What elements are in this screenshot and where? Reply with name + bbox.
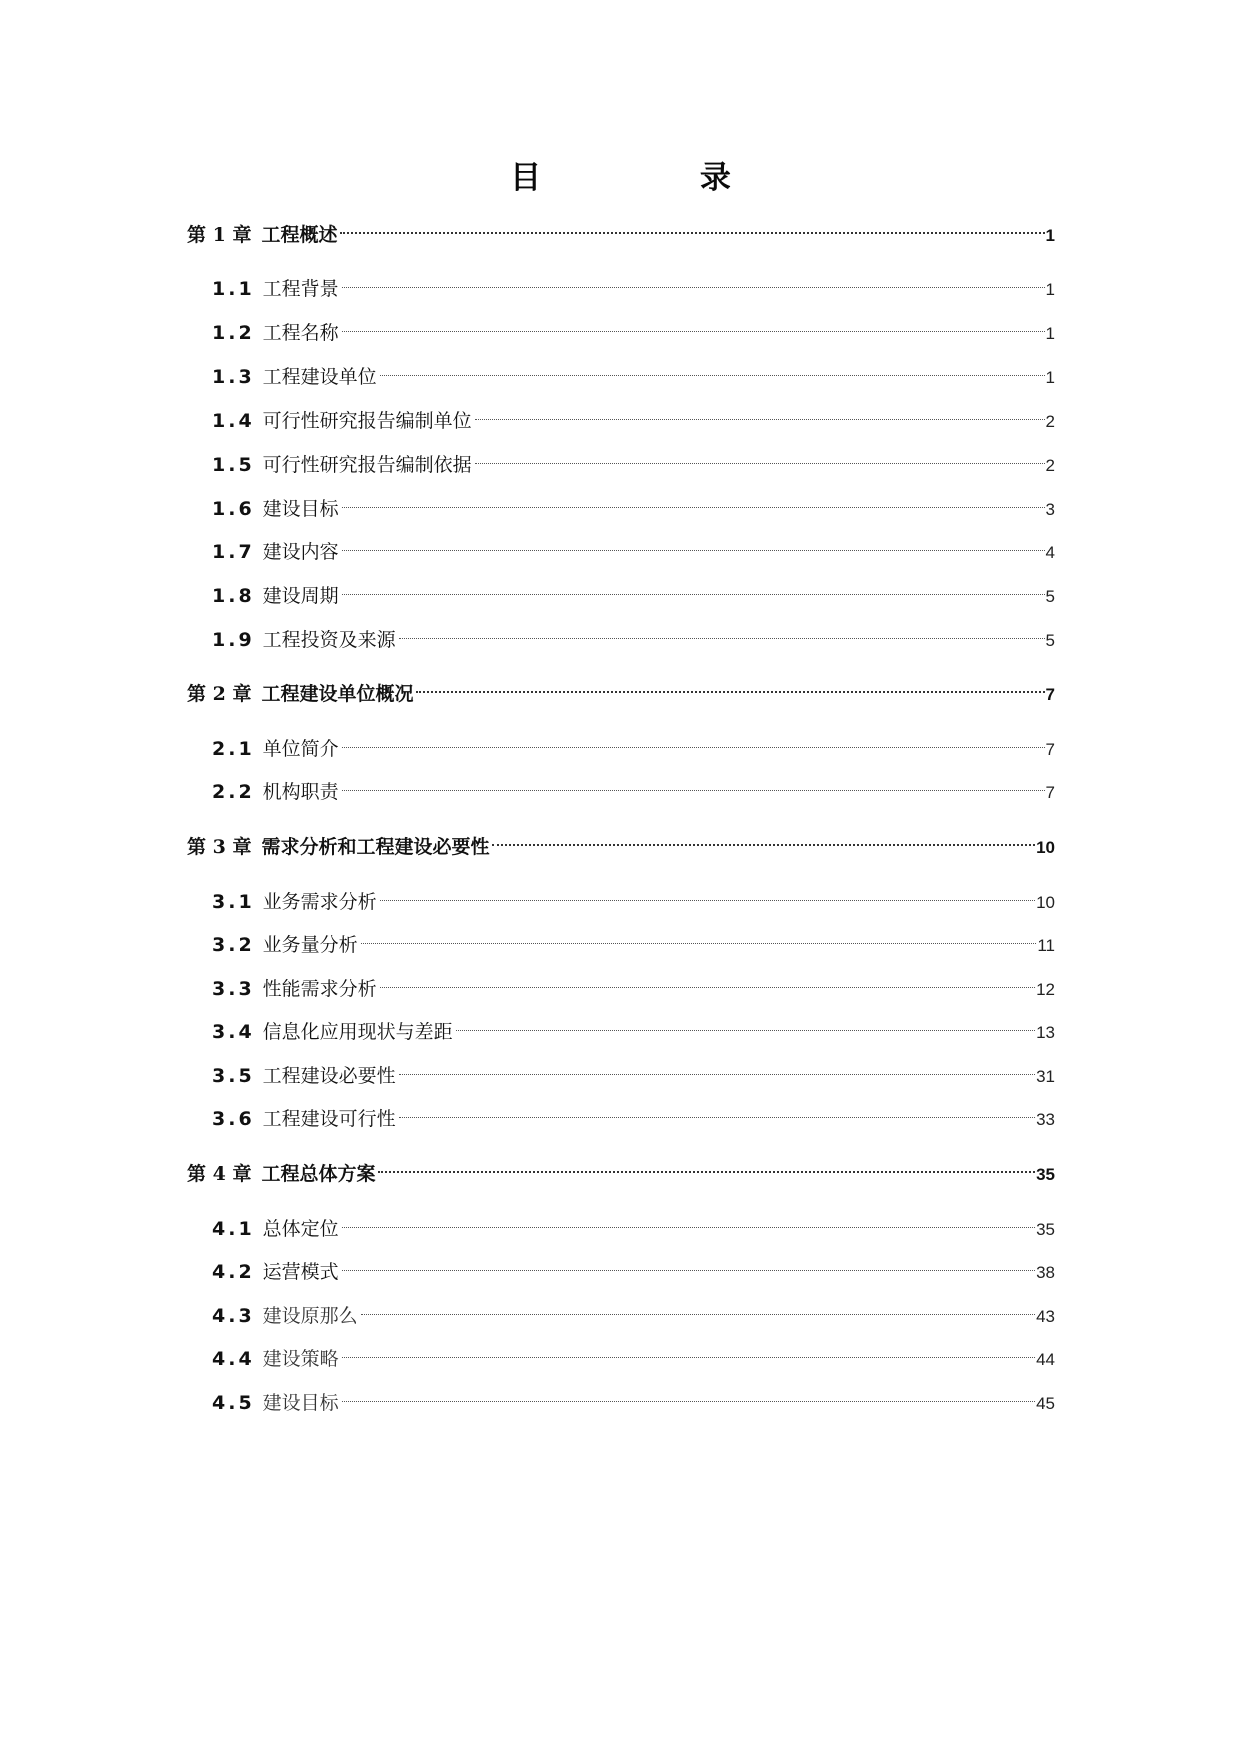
chapter-number: 第 3 章 <box>187 836 252 858</box>
dot-leader <box>399 1052 1035 1082</box>
dot-leader <box>456 1008 1035 1038</box>
dot-leader <box>342 725 1045 755</box>
section-title: 工程名称 <box>262 322 339 344</box>
page-number: 45 <box>1036 1394 1055 1413</box>
section-number: 1.8 <box>212 585 255 607</box>
page-number: 44 <box>1036 1350 1055 1369</box>
section-title: 工程投资及来源 <box>262 629 396 651</box>
toc-section-entry[interactable] <box>212 1335 1055 1370</box>
toc-chapter-entry[interactable] <box>187 1150 1055 1185</box>
page-number: 38 <box>1036 1263 1055 1282</box>
dot-leader <box>340 211 1044 241</box>
chapter-number: 第 4 章 <box>187 1163 252 1185</box>
dot-leader <box>342 1335 1035 1365</box>
page-number: 7 <box>1045 685 1055 704</box>
toc-section-entry[interactable] <box>212 1205 1055 1240</box>
chapter-title: 工程总体方案 <box>261 1163 376 1185</box>
section-title: 工程建设必要性 <box>262 1065 396 1087</box>
section-number: 1.9 <box>212 629 255 651</box>
page-number: 13 <box>1036 1023 1055 1042</box>
toc-section-entry[interactable] <box>212 485 1055 520</box>
dot-leader <box>399 616 1045 646</box>
section-title: 可行性研究报告编制单位 <box>262 410 472 432</box>
section-title: 机构职责 <box>262 781 339 803</box>
section-number: 1.5 <box>212 454 255 476</box>
toc-section-entry[interactable] <box>212 1248 1055 1283</box>
dot-leader <box>342 309 1045 339</box>
page-number: 3 <box>1045 500 1055 519</box>
section-title: 运营模式 <box>262 1261 339 1283</box>
toc-section-entry[interactable] <box>212 1379 1055 1414</box>
page-number: 12 <box>1036 980 1055 999</box>
toc-section-entry[interactable] <box>212 921 1055 956</box>
toc-chapter-entry[interactable] <box>187 670 1055 705</box>
dot-leader <box>378 1150 1035 1180</box>
dot-leader <box>342 1248 1035 1278</box>
toc-section-entry[interactable] <box>212 1292 1055 1327</box>
section-title: 建设策略 <box>262 1348 339 1370</box>
page-number: 7 <box>1045 783 1055 802</box>
toc-chapter-entry[interactable] <box>187 211 1055 246</box>
dot-leader <box>380 965 1035 995</box>
chapter-title: 工程建设单位概况 <box>261 683 414 705</box>
section-number: 3.4 <box>212 1021 255 1043</box>
section-title: 建设内容 <box>262 541 339 563</box>
page-number: 33 <box>1036 1110 1055 1129</box>
section-number: 4.5 <box>212 1392 255 1414</box>
dot-leader <box>342 265 1045 295</box>
page-number: 11 <box>1037 936 1055 955</box>
toc-section-entry[interactable] <box>212 768 1055 803</box>
section-title: 业务需求分析 <box>262 891 377 913</box>
section-number: 1.4 <box>212 410 255 432</box>
dot-leader <box>475 397 1045 427</box>
page-number: 7 <box>1045 740 1055 759</box>
section-title: 工程背景 <box>262 278 339 300</box>
dot-leader <box>342 572 1045 602</box>
section-title: 单位简介 <box>262 738 339 760</box>
section-title: 工程建设可行性 <box>262 1108 396 1130</box>
page-number: 31 <box>1036 1067 1055 1086</box>
chapter-title: 需求分析和工程建设必要性 <box>261 836 490 858</box>
section-number: 4.1 <box>212 1218 255 1240</box>
section-title: 总体定位 <box>262 1218 339 1240</box>
dot-leader <box>361 921 1037 951</box>
section-number: 1.7 <box>212 541 255 563</box>
section-number: 3.5 <box>212 1065 255 1087</box>
dot-leader <box>380 353 1045 383</box>
dot-leader <box>342 528 1045 558</box>
dot-leader <box>361 1292 1035 1322</box>
toc-section-entry[interactable] <box>212 397 1055 432</box>
section-title: 可行性研究报告编制依据 <box>262 454 472 476</box>
toc-section-entry[interactable] <box>212 1052 1055 1087</box>
page-number: 10 <box>1036 838 1055 857</box>
page-number: 1 <box>1045 280 1055 299</box>
chapter-number: 第 1 章 <box>187 224 252 246</box>
toc-section-entry[interactable] <box>212 965 1055 1000</box>
toc-section-entry[interactable] <box>212 1095 1055 1130</box>
chapter-title: 工程概述 <box>261 224 338 246</box>
section-number: 1.1 <box>212 278 255 300</box>
toc-section-entry[interactable] <box>212 309 1055 344</box>
page-number: 1 <box>1045 226 1055 245</box>
page-number: 2 <box>1045 456 1055 475</box>
toc-section-entry[interactable] <box>212 1008 1055 1043</box>
dot-leader <box>416 670 1044 700</box>
chapter-number: 第 2 章 <box>187 683 252 705</box>
section-title: 建设目标 <box>262 498 339 520</box>
dot-leader <box>492 823 1035 853</box>
section-number: 3.6 <box>212 1108 255 1130</box>
section-number: 4.2 <box>212 1261 255 1283</box>
section-title: 建设周期 <box>262 585 339 607</box>
section-number: 2.1 <box>212 738 255 760</box>
dot-leader <box>380 878 1035 908</box>
toc-section-entry[interactable] <box>212 265 1055 300</box>
dot-leader <box>399 1095 1035 1125</box>
page-number: 1 <box>1045 368 1055 387</box>
dot-leader <box>475 441 1045 471</box>
section-number: 3.2 <box>212 934 255 956</box>
toc-title: 目 录 <box>510 160 805 196</box>
section-number: 1.3 <box>212 366 255 388</box>
toc-section-entry[interactable] <box>212 878 1055 913</box>
toc-section-entry[interactable] <box>212 528 1055 563</box>
dot-leader <box>342 1379 1035 1409</box>
toc-section-entry[interactable] <box>212 441 1055 476</box>
page-number: 1 <box>1045 324 1055 343</box>
section-number: 3.3 <box>212 978 255 1000</box>
section-number: 3.1 <box>212 891 255 913</box>
page-number: 5 <box>1045 631 1055 650</box>
dot-leader <box>342 1205 1035 1235</box>
section-number: 2.2 <box>212 781 255 803</box>
page-number: 35 <box>1036 1220 1055 1239</box>
section-number: 1.6 <box>212 498 255 520</box>
toc-section-entry[interactable] <box>212 616 1055 651</box>
page-number: 4 <box>1045 543 1055 562</box>
section-title: 建设目标 <box>262 1392 339 1414</box>
page-number: 35 <box>1036 1165 1055 1184</box>
toc-section-entry[interactable] <box>212 725 1055 760</box>
section-title: 信息化应用现状与差距 <box>262 1021 453 1043</box>
section-number: 1.2 <box>212 322 255 344</box>
toc-section-entry[interactable] <box>212 353 1055 388</box>
page-number: 43 <box>1036 1307 1055 1326</box>
page-number: 5 <box>1045 587 1055 606</box>
dot-leader <box>342 768 1045 798</box>
dot-leader <box>342 485 1045 515</box>
page-number: 10 <box>1036 893 1055 912</box>
toc-section-entry[interactable] <box>212 572 1055 607</box>
section-title: 业务量分析 <box>262 934 358 956</box>
section-number: 4.4 <box>212 1348 255 1370</box>
toc-chapter-entry[interactable] <box>187 823 1055 858</box>
section-title: 工程建设单位 <box>262 366 377 388</box>
section-title: 性能需求分析 <box>262 978 377 1000</box>
section-title: 建设原那么 <box>262 1305 358 1327</box>
section-number: 4.3 <box>212 1305 255 1327</box>
page-number: 2 <box>1045 412 1055 431</box>
